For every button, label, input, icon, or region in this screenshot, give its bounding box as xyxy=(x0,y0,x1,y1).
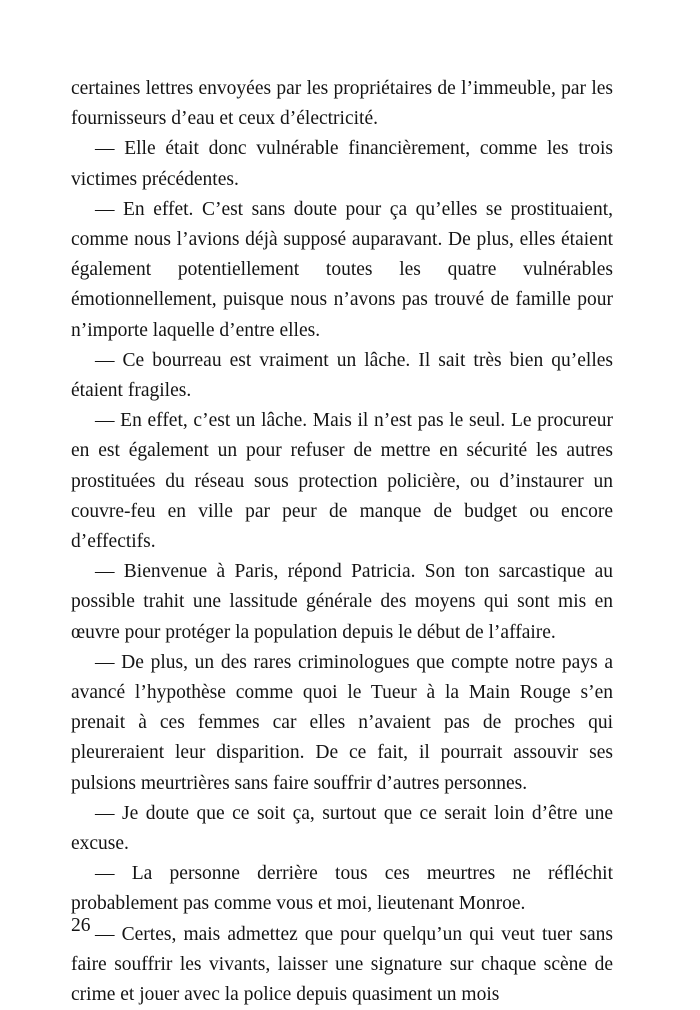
paragraph: — Certes, mais admettez que pour quelqu’un qui veut tuer sans faire souffrir les vivants, laisser une signature sur chaque scène de crime et jouer avec la police depuis quasiment un mois xyxy=(71,923,613,1006)
paragraph: — De plus, un des rares criminologues que compte notre pays a avancé l’hypothèse comme quoi le Tueur à la Main Rouge s’en prenait à ces femmes car elles n’avaient pas de proches qui pleureraient leur disparition. De ce fait, il pourrait assouvir ses pulsions meurtrières sans faire souffrir d’autres personnes. xyxy=(71,651,613,794)
paragraph: — En effet, c’est un lâche. Mais il n’est pas le seul. Le procureur en est également un pour refuser de mettre en sécurité les autres prostituées du réseau sous protection policière, ou d’instaurer un couvre-feu en ville par peur de manque de budget ou encore d’effectifs. xyxy=(71,410,613,553)
body-text xyxy=(71,74,613,1010)
page-number: 26 xyxy=(71,915,91,936)
paragraph: — Ce bourreau est vraiment un lâche. Il sait très bien qu’elles étaient fragiles. xyxy=(71,349,613,402)
paragraph: certaines lettres envoyées par les propriétaires de l’immeuble, par les fournisseurs d’eau et ceux d’électricité. xyxy=(71,78,613,130)
paragraph: — Elle était donc vulnérable financièrement, comme les trois victimes précédentes. xyxy=(71,138,613,190)
paragraph: — Bienvenue à Paris, répond Patricia. Son ton sarcastique au possible trahit une lassitude générale des moyens qui sont mis en œuvre pour protéger la population depuis le début de l’affaire. xyxy=(71,561,613,643)
paragraph: — En effet. C’est sans doute pour ça qu’elles se prostituaient, comme nous l’avions déjà supposé auparavant. De plus, elles étaient également potentiellement toutes les quatre vulnérables émotionnellement, puisque nous n’avons pas trouvé de famille pour n’importe laquelle d’entre elles. xyxy=(71,198,613,341)
paragraph: — Je doute que ce soit ça, surtout que ce serait loin d’être une excuse. xyxy=(71,802,613,855)
paragraph: — La personne derrière tous ces meurtres ne réfléchit probablement pas comme vous et moi, lieutenant Monroe. xyxy=(71,863,613,915)
